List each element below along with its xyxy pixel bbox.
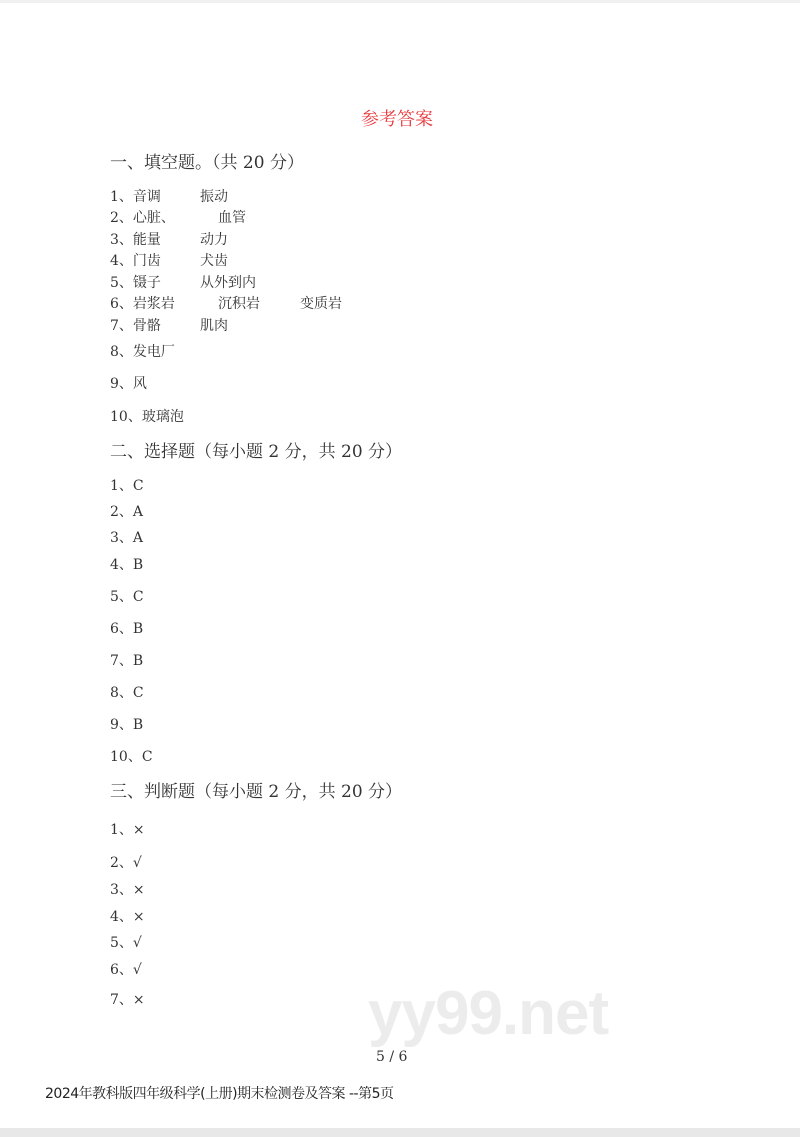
answer-item: 2、心脏、: [110, 210, 175, 226]
section-heading-choice: 二、选择题（每小题 2 分，共 20 分）: [110, 442, 403, 462]
answer-item: 7、B: [110, 653, 144, 669]
section-heading-fill-blank: 一、填空题。（共 20 分）: [110, 153, 304, 173]
answer-item: 1、×: [110, 822, 145, 838]
answer-item: 变质岩: [300, 296, 342, 312]
answer-item: 5、C: [110, 589, 144, 605]
answer-item: 2、A: [110, 504, 144, 520]
answer-item: 从外到内: [200, 275, 256, 291]
answer-item: 8、C: [110, 685, 144, 701]
page-title: 参考答案: [361, 109, 433, 130]
answer-item: 2、√: [110, 855, 142, 871]
answer-item: 4、B: [110, 557, 144, 573]
answer-item: 6、√: [110, 962, 142, 978]
answer-item: 8、发电厂: [110, 344, 175, 360]
page-bottom-edge: [0, 1128, 800, 1137]
answer-item: 4、×: [110, 909, 145, 925]
answer-item: 5、√: [110, 935, 142, 951]
answer-item: 动力: [200, 232, 228, 248]
answer-item: 3、能量: [110, 232, 161, 248]
answer-item: 9、风: [110, 376, 147, 392]
section-heading-judgement: 三、判断题（每小题 2 分，共 20 分）: [110, 782, 403, 802]
answer-item: 振动: [200, 189, 228, 205]
answer-item: 7、骨骼: [110, 318, 161, 334]
answer-item: 1、音调: [110, 189, 161, 205]
answer-item: 6、岩浆岩: [110, 296, 175, 312]
answer-item: 3、A: [110, 530, 144, 546]
answer-item: 肌肉: [200, 318, 228, 334]
answer-item: 10、玻璃泡: [110, 409, 184, 425]
answer-item: 9、B: [110, 717, 144, 733]
watermark: yy99.net: [368, 979, 609, 1048]
answer-item: 4、门齿: [110, 253, 161, 269]
answer-item: 血管: [218, 210, 246, 226]
answer-item: 7、×: [110, 992, 145, 1008]
answer-item: 犬齿: [200, 253, 228, 269]
answer-item: 6、B: [110, 621, 144, 637]
answer-item: 3、×: [110, 882, 145, 898]
answer-item: 5、镊子: [110, 275, 161, 291]
document-footer: 2024年教科版四年级科学(上册)期末检测卷及答案 --第5页: [45, 1086, 394, 1102]
answer-item: 沉积岩: [218, 296, 260, 312]
page-top-edge: [0, 0, 800, 3]
page-number: 5 / 6: [376, 1049, 408, 1065]
answer-item: 1、C: [110, 478, 144, 494]
answer-item: 10、C: [110, 749, 153, 765]
